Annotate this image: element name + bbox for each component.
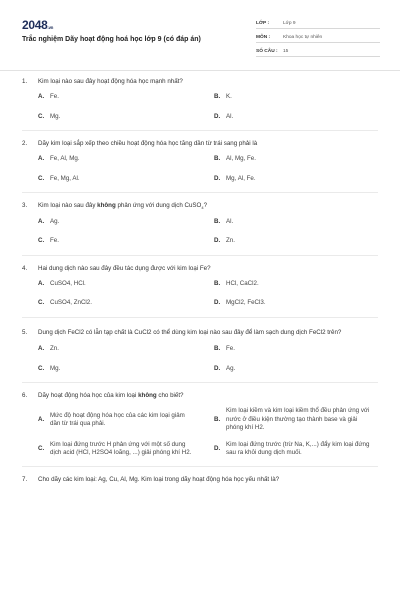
option-c[interactable] — [38, 299, 214, 307]
question-text — [38, 202, 378, 211]
meta-row-subject — [256, 31, 380, 43]
meta-row-class — [256, 17, 380, 29]
option-text: Mg. — [50, 364, 61, 372]
option-letter: B. — [214, 279, 221, 287]
option-c[interactable] — [38, 441, 214, 458]
question-7 — [0, 476, 400, 484]
option-b[interactable] — [214, 345, 386, 353]
stem-part: ? — [203, 202, 208, 210]
logo-text: 2048 — [22, 18, 48, 32]
option-letter: D. — [214, 444, 221, 452]
question-stem — [22, 476, 378, 484]
question-stem — [22, 392, 378, 400]
option-grid — [38, 155, 378, 183]
option-text: Al. — [226, 217, 234, 225]
option-c[interactable] — [38, 175, 214, 183]
option-text: K. — [226, 93, 232, 101]
option-letter: D. — [214, 112, 221, 120]
option-a[interactable] — [38, 280, 214, 288]
option-text: Fe. — [50, 93, 59, 101]
question-stem — [22, 140, 378, 148]
option-d[interactable] — [214, 175, 386, 183]
option-b[interactable] — [214, 280, 386, 288]
option-c[interactable] — [38, 365, 214, 373]
question-text: Dãy kim loại sắp xếp theo chiều hoạt động hóa học tăng dần từ trái sang phải là — [38, 140, 258, 148]
question-stem — [22, 327, 378, 339]
meta-value: 15 — [283, 48, 289, 54]
option-a[interactable] — [38, 155, 214, 163]
option-letter: C. — [38, 112, 45, 120]
option-letter: D. — [214, 364, 221, 372]
option-text: Zn. — [50, 345, 59, 353]
option-text: MgCl2, FeCl3. — [226, 299, 266, 307]
stem-part: Dãy hoạt động hóa học của kim loại — [38, 392, 139, 400]
option-letter: A. — [38, 217, 45, 225]
question-number: 2. — [22, 140, 28, 148]
option-text: Mg, Al, Fe. — [226, 174, 256, 182]
document-title: Trắc nghiệm Dãy hoạt động hoá học lớp 9 (có đáp án) — [22, 36, 201, 43]
question-number: 3. — [22, 202, 28, 210]
option-d[interactable] — [214, 237, 386, 245]
option-grid — [38, 93, 378, 121]
question-number: 1. — [22, 78, 28, 85]
option-text: Ag. — [50, 217, 60, 225]
option-text: Fe. — [226, 345, 235, 353]
option-letter: A. — [38, 93, 45, 101]
question-list — [0, 78, 400, 485]
question-text: Kim loại nào sau đây hoạt động hóa học mạnh nhất? — [38, 78, 183, 85]
option-text: Fe. — [50, 237, 59, 245]
option-letter: B. — [214, 217, 221, 225]
option-a[interactable] — [38, 345, 214, 353]
question-6 — [0, 392, 400, 467]
option-text: Kim loại đứng trước (trừ Na, K,...) đẩy kim loại đứng sau ra khỏi dung dịch muối. — [226, 440, 370, 456]
option-b[interactable] — [214, 155, 386, 163]
question-divider — [22, 466, 378, 467]
question-4 — [0, 265, 400, 318]
option-b[interactable] — [214, 407, 374, 432]
option-letter: C. — [38, 174, 45, 182]
question-text: Hai dung dịch nào sau đây đều tác dụng được với kim loại Fe? — [38, 264, 211, 272]
option-letter: C. — [38, 299, 45, 307]
question-text: Cho dãy các kim loại: Ag, Cu, Al, Mg. Kim loại trong dãy hoạt động hóa học yếu nhất là? — [38, 476, 280, 484]
question-stem — [22, 78, 378, 86]
meta-value: Lớp 9 — [283, 20, 296, 26]
option-letter: A. — [38, 279, 45, 287]
question-3 — [0, 202, 400, 255]
option-d[interactable] — [214, 441, 374, 458]
meta-key: SỐ CÂU : — [256, 48, 278, 54]
stem-part: cho biết? — [156, 392, 184, 400]
option-letter: D. — [214, 174, 221, 182]
option-letter: B. — [214, 415, 221, 423]
option-d[interactable] — [214, 365, 386, 373]
option-letter: B. — [214, 93, 221, 101]
option-a[interactable] — [38, 412, 214, 429]
question-number: 7. — [22, 476, 28, 484]
option-grid — [38, 218, 378, 246]
option-grid — [38, 345, 378, 373]
option-letter: C. — [38, 237, 45, 245]
option-letter: B. — [214, 155, 221, 163]
question-divider — [22, 255, 378, 256]
question-text — [38, 392, 378, 400]
question-divider — [22, 192, 378, 193]
option-d[interactable] — [214, 299, 386, 307]
option-letter: C. — [38, 364, 45, 372]
option-c[interactable] — [38, 237, 214, 245]
question-divider — [22, 382, 378, 383]
option-letter: C. — [38, 444, 45, 452]
question-number: 5. — [22, 328, 28, 336]
option-b[interactable] — [214, 93, 386, 101]
option-text: Mức độ hoạt động hóa học của các kim loại giảm dần từ trái qua phải. — [50, 411, 185, 427]
option-text: HCl, CaCl2. — [226, 279, 259, 287]
question-number: 4. — [22, 264, 28, 272]
option-text: Ag. — [226, 364, 236, 372]
stem-emphasis: không — [97, 202, 116, 210]
question-text: Dung dịch FeCl2 có lẫn tạp chất là CuCl2 có thể dùng kim loại nào sau đây để làm sạch dung dịch FeCl2 trên? — [38, 328, 342, 336]
option-grid — [38, 407, 378, 457]
question-2 — [0, 140, 400, 193]
option-grid — [38, 280, 378, 308]
option-text: Kim loại kiềm và kim loại kiềm thổ đều phản ứng với nước ở điều kiện thường tạo thành base và giải phóng khí H2. — [226, 407, 370, 432]
document-header — [0, 0, 400, 58]
option-c[interactable] — [38, 113, 214, 121]
option-text: CuSO4, ZnCl2. — [50, 299, 92, 307]
meta-key: MÔN : — [256, 34, 271, 40]
question-number: 6. — [22, 392, 28, 400]
option-text: Kim loại đứng trước H phản ứng với một số dung dịch acid (HCl, H2SO4 loãng, ...) giải phóng khí H2. — [50, 440, 192, 456]
meta-table — [256, 17, 380, 59]
option-letter: A. — [38, 345, 45, 353]
option-letter: D. — [214, 237, 221, 245]
option-letter: B. — [214, 345, 221, 353]
meta-value: Khoa học tự nhiên — [283, 34, 323, 40]
stem-subscript: 4 — [201, 205, 204, 211]
option-text: Mg. — [50, 112, 61, 120]
question-divider — [22, 317, 378, 318]
option-a[interactable] — [38, 218, 214, 226]
option-letter: A. — [38, 415, 45, 423]
option-text: Al, Mg, Fe. — [226, 155, 256, 163]
option-text: Zn. — [226, 237, 235, 245]
question-stem — [22, 202, 378, 211]
stem-emphasis: không — [138, 392, 157, 400]
option-text: CuSO4, HCl. — [50, 279, 86, 287]
option-text: Fe, Mg, Al. — [50, 174, 80, 182]
question-5 — [0, 327, 400, 384]
question-divider — [22, 130, 378, 131]
option-text: Al. — [226, 112, 234, 120]
site-logo[interactable] — [22, 17, 53, 33]
option-a[interactable] — [38, 93, 214, 101]
stem-part: Kim loại nào sau đây — [38, 202, 98, 210]
option-letter: A. — [38, 155, 45, 163]
option-d[interactable] — [214, 113, 386, 121]
question-1 — [0, 78, 400, 131]
option-text: Fe, Al, Mg. — [50, 155, 80, 163]
header-divider — [0, 70, 400, 71]
stem-part: phản ứng với dung dịch CuSO — [115, 202, 202, 210]
meta-key: LỚP : — [256, 20, 270, 26]
meta-row-count — [256, 45, 380, 57]
option-b[interactable] — [214, 218, 386, 226]
question-stem — [22, 265, 378, 273]
logo-suffix: .vn — [47, 25, 54, 30]
option-letter: D. — [214, 299, 221, 307]
